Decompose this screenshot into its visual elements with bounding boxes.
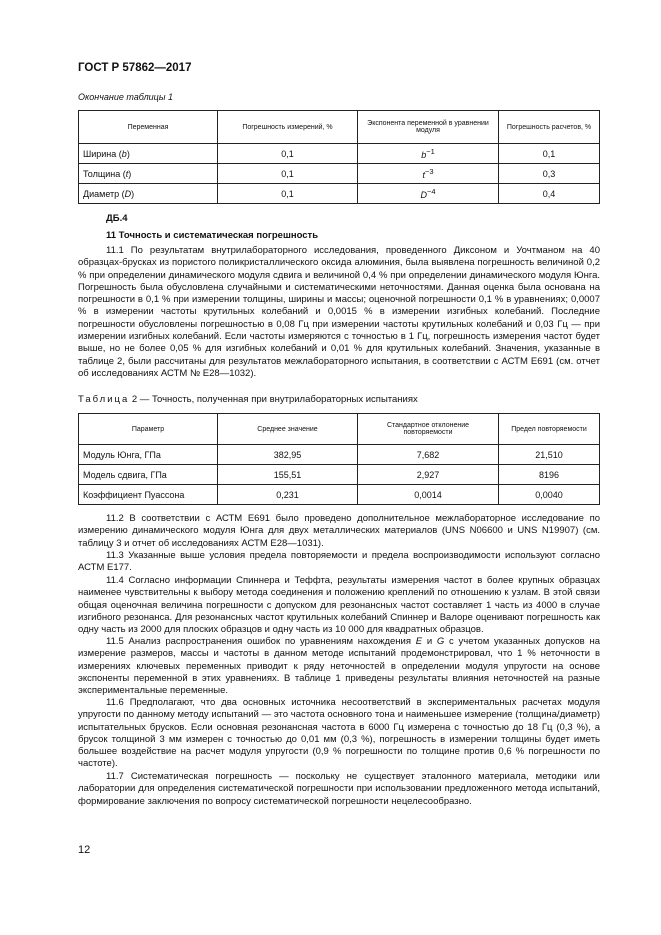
table1-cell: 0,1	[218, 184, 358, 204]
table2-cell: 382,95	[218, 445, 358, 465]
table-row	[79, 164, 600, 184]
subsection-title: 11 Точность и систематическая погрешность	[106, 230, 319, 241]
paragraph-11-7: 11.7 Систематическая погрешность — поскольку не существует эталонного материала, методики или лаборатории для определения систематической погрешности при использовании предложенного метода испытаний, формирование заключения по вопросу систематической погрешности нецелесообразно.	[78, 771, 600, 807]
table2-header: Предел повторяемости	[499, 414, 600, 445]
table1-cell: 0,1	[218, 144, 358, 164]
table1-cell-exponent: $b^{-1}$	[358, 144, 499, 164]
table1-cell-exponent: $t^{-3}$	[358, 164, 499, 184]
table2-header: Параметр	[79, 414, 218, 445]
table2-caption: Таблица 2 — Точность, полученная при внутрилабораторных испытаниях	[78, 394, 418, 405]
table2	[78, 413, 600, 505]
table1-header: Переменная	[79, 111, 218, 144]
table1-header: Погрешность расчетов, %	[499, 111, 600, 144]
table2-header-row	[79, 414, 600, 445]
table1-cell-variable: Диаметр (D)	[79, 184, 218, 204]
table2-cell: Модель сдвига, ГПа	[79, 465, 218, 485]
table1-cell: 0,1	[218, 164, 358, 184]
table-row	[79, 485, 600, 505]
table1-cell-variable: Ширина (b)	[79, 144, 218, 164]
table2-cell: 0,231	[218, 485, 358, 505]
table2-cell: 7,682	[358, 445, 499, 465]
table1-cell: 0,4	[499, 184, 600, 204]
table2-cell: 21,510	[499, 445, 600, 465]
table1-cell-exponent: $D^{-4}$	[358, 184, 499, 204]
table-row	[79, 465, 600, 485]
table2-cell: 0,0014	[358, 485, 499, 505]
paragraph-11-5: 11.5 Анализ распространения ошибок по уравнениям нахождения E и G с учетом указанных допусков на измерение размеров, массы и частоты в данном методе испытаний продемонстрировал, что 1 % неточности в измерениях ключевых переменных приводит к ряду неточностей в определении модуля упругости на основе экспоненты переменной в этих уравнениях. В таблице 1 приведены результаты влияния неточностей на разные экспериментальные переменные.	[78, 636, 600, 697]
document-header: ГОСТ Р 57862—2017	[78, 62, 192, 74]
table1-header: Погрешность измерений, %	[218, 111, 358, 144]
table1-cell: 0,1	[499, 144, 600, 164]
table1-caption: Окончание таблицы 1	[78, 92, 173, 102]
paragraph-11-4: 11.4 Согласно информации Спиннера и Теффта, результаты измерения частот в более крупных образцах наименее чувствительны к выбору метода соединения и положению креплений по отношению к узлам. В этой связи общая оценочная величина погрешности с допуском для резонансных частот составляет 1 часть из 4000 в случае изгибного резонанса. Для резонансных частот крутильных колебаний Спиннер и Валоре оценивают погрешность как одну часть из 2000 для плоских образцов и одну часть из 10 000 для квадратных образцов.	[78, 575, 600, 636]
paragraph-11-6: 11.6 Предполагают, что два основных источника несоответствий в экспериментальных расчетах модуля упругости по данному методу испытаний — это частота основного тона и наименьшее измерение (толщина/диаметр) испытательных брусков. Если основная резонансная частота в 6000 Гц измерена с точностью до 18 Гц (0,3 %), а брусок толщиной 3 мм измерен с точностью до 0,01 мм (0,3 %), погрешность в измерении толщины будет иметь большее воздействие на расчет модуля упругости (0,9 % погрешности по толщине против 0,6 % погрешности по частоте).	[78, 697, 600, 770]
section-title: ДБ.4	[106, 213, 128, 224]
table1-cell-variable: Толщина (t)	[79, 164, 218, 184]
table1-header: Экспонента переменной в уравнении модуля	[358, 111, 499, 144]
table-row	[79, 445, 600, 465]
paragraph-11-2: 11.2 В соответствии с АСТМ Е691 было проведено дополнительное межлабораторное исследование по измерению динамического модуля Юнга для двух металлических материалов (UNS N06600 и UNS N19907) (см. таблицу 3 и отчет об исследованиях АСТМ Е28—1031).	[78, 513, 600, 549]
table2-header: Стандартное отклонение повторяемости	[358, 414, 499, 445]
table2-cell: 2,927	[358, 465, 499, 485]
table2-cell: 8196	[499, 465, 600, 485]
table-row	[79, 144, 600, 164]
paragraph-11-3: 11.3 Указанные выше условия предела повторяемости и предела воспроизводимости используют согласно АСТМ Е177.	[78, 550, 600, 574]
paragraph-11-1: 11.1 По результатам внутрилабораторного исследования, проведенного Диксоном и Уочтманом на 40 образцах-брусках из пористого поликристаллического оксида алюминия, была выявлена погрешность величиной 0,2 % при определении динамического модуля сдвига и величиной 0,4 % при определении динамического модуля Юнга. Погрешность была обусловлена случайными и систематическими неточностями. Данная оценка была основана на погрешности в 0,1 % при измерении толщины, ширины и массы; оценочной погрешности 0,1 % в уравнениях; 0,0007 % в измерении частоты крутильных колебаний и 0,0015 % в измерении изгибных колебаний. Последние погрешности обусловлены погрешностью в 0,08 Гц при измерении частоты крутильных колебаний и 0,03 Гц — при измерении изгибных колебаний. Если частоты измеряются с точностью в 1 Гц, погрешность измерения частот будет выше, но не более 0,05 % для изгибных колебаний и 0,01 % для крутильных колебаний. Значения, указанные в таблице 2, были рассчитаны для результатов межлабораторного испытания, в соответствии с АСТМ Е691 (см. отчет об исследованиях АСТМ № Е28—1032).	[78, 245, 600, 379]
table1-header-row	[79, 111, 600, 144]
page-number: 12	[78, 844, 91, 856]
table2-cell: 155,51	[218, 465, 358, 485]
table2-cell: Модуль Юнга, ГПа	[79, 445, 218, 465]
table2-cell: Коэффициент Пуассона	[79, 485, 218, 505]
table1-cell: 0,3	[499, 164, 600, 184]
table1	[78, 110, 600, 204]
table2-cell: 0,0040	[499, 485, 600, 505]
table-row	[79, 184, 600, 204]
table2-header: Среднее значение	[218, 414, 358, 445]
